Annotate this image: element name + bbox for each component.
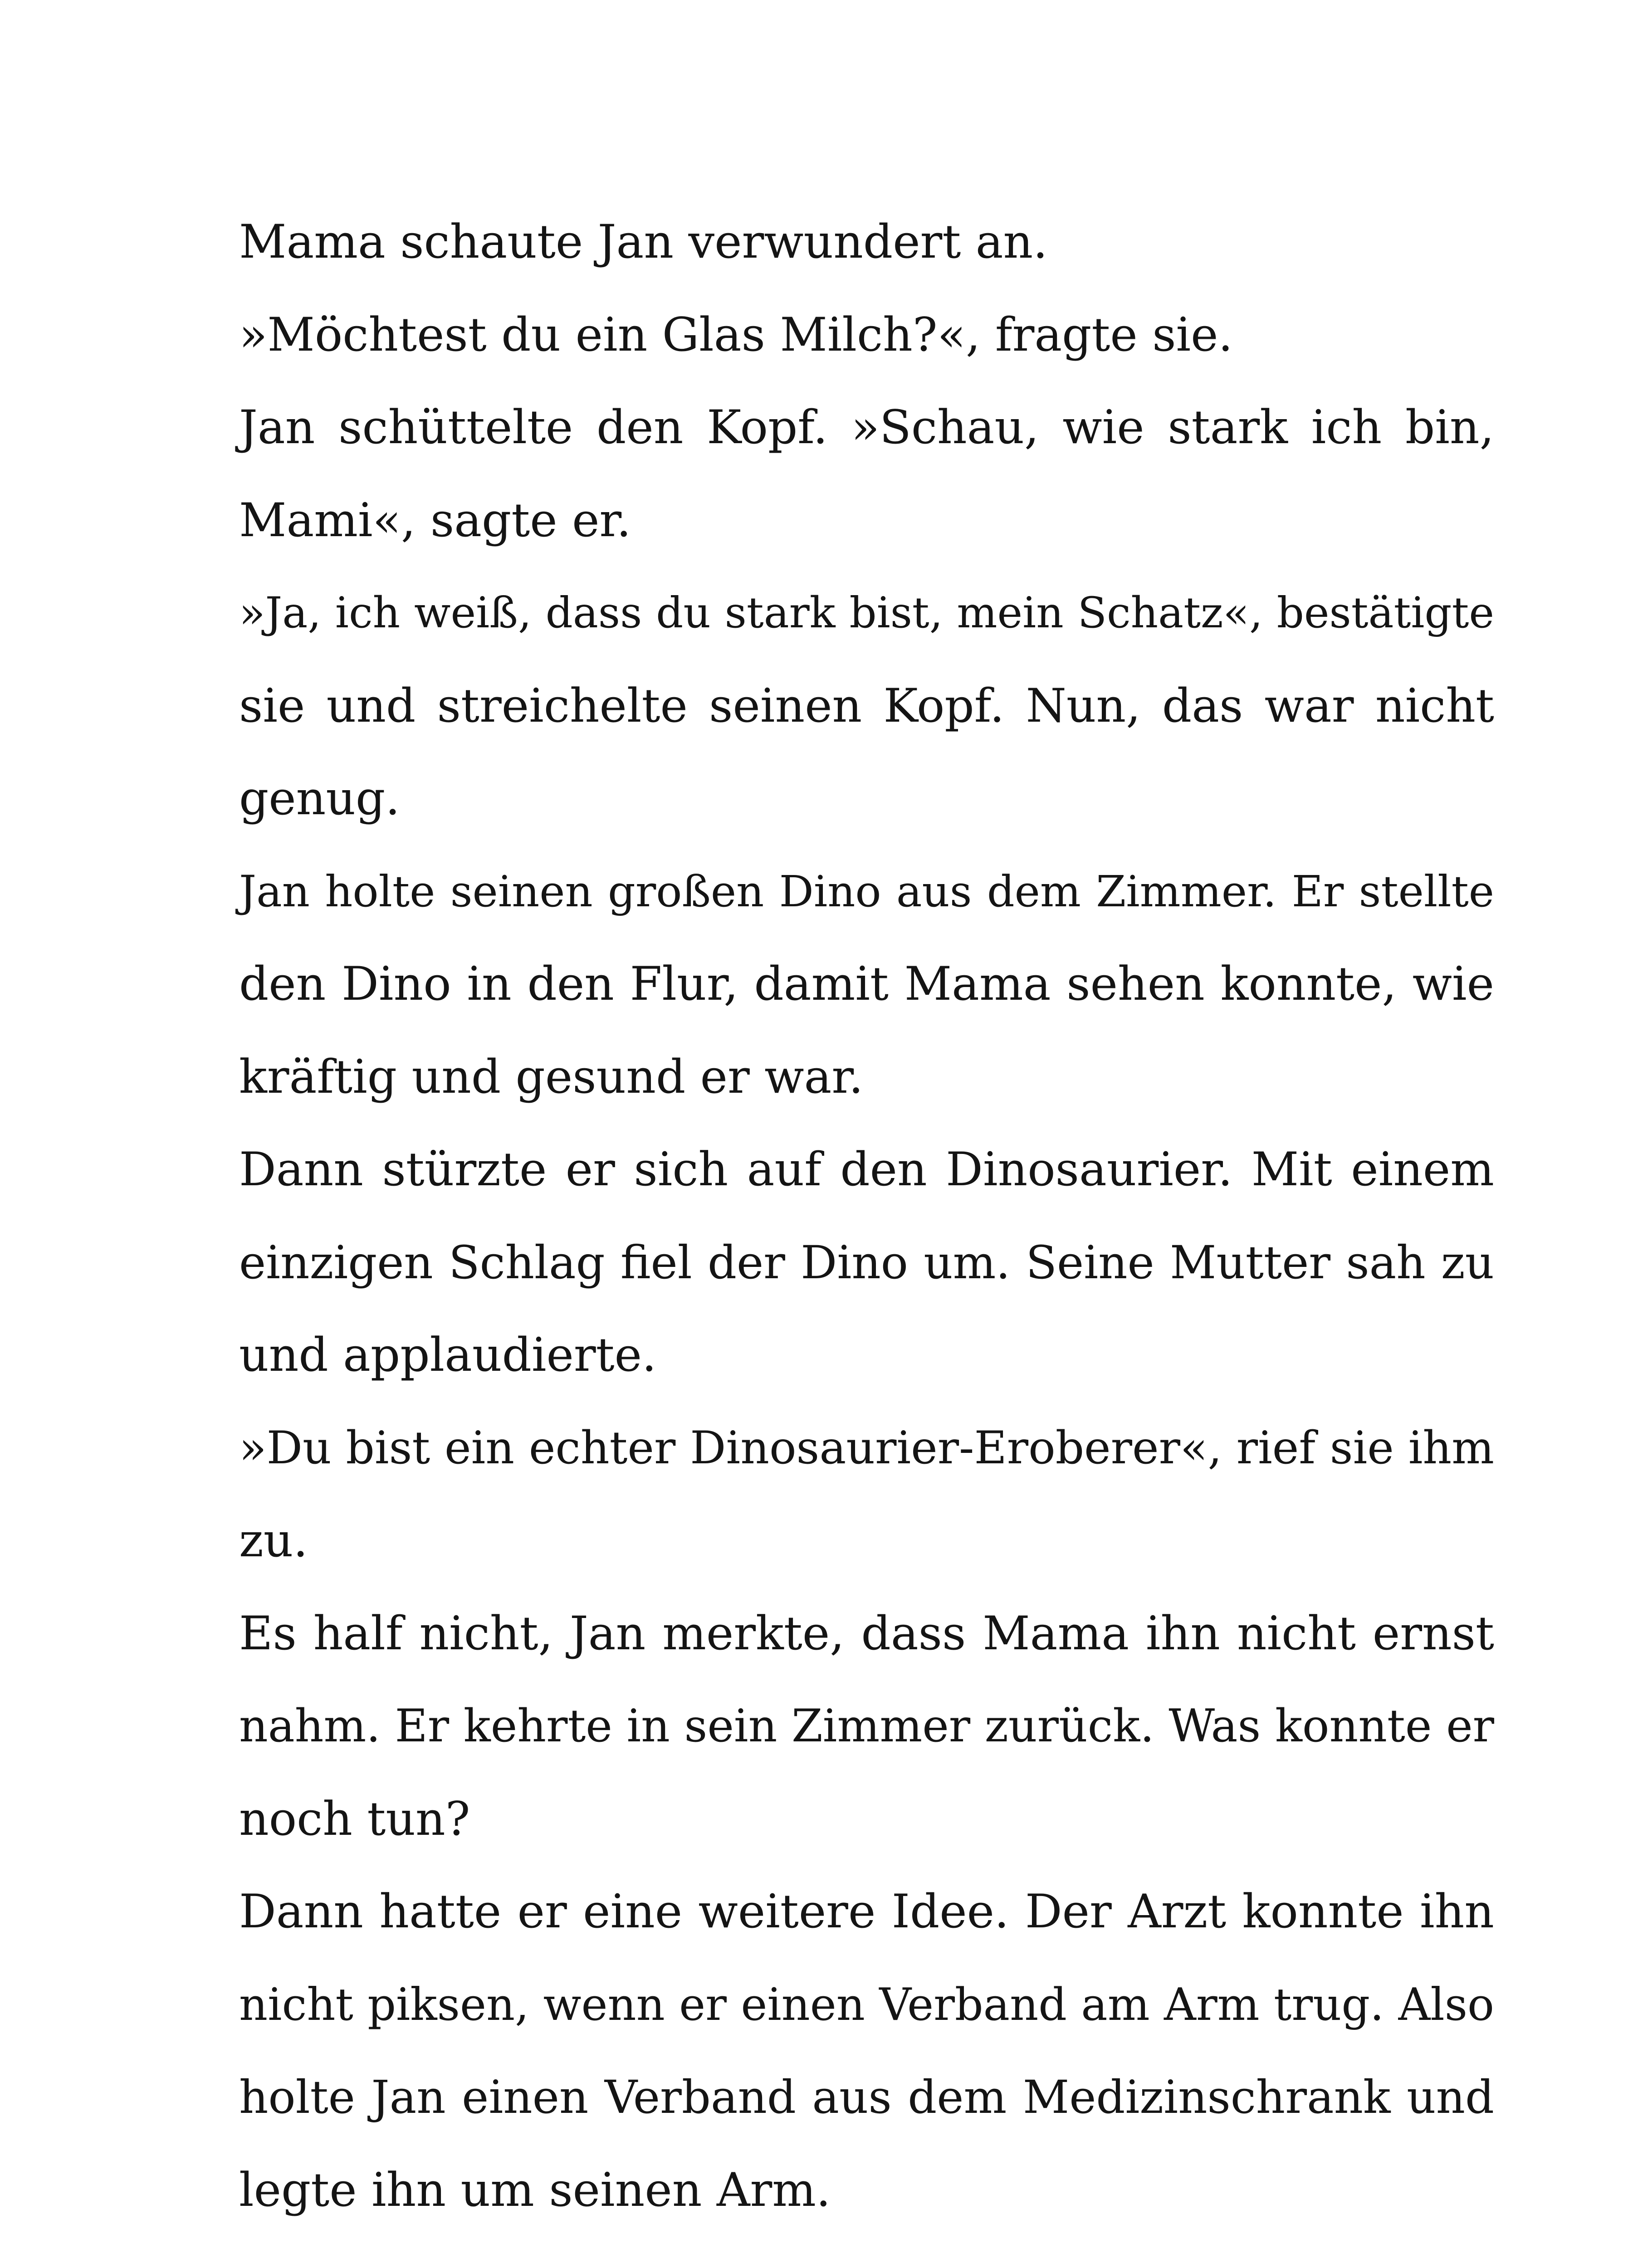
text-line: nahm. Er kehrte in sein Zimmer zurück. Was konnte er xyxy=(239,1700,1494,1752)
story-text xyxy=(239,196,1494,2237)
text-line: sie und streichelte seinen Kopf. Nun, das war nicht xyxy=(239,679,1494,733)
text-line: »Ja, ich weiß, dass du stark bist, mein Schatz«, bestätigte xyxy=(239,588,1494,638)
text-line: zu. xyxy=(239,1514,308,1568)
text-line: »Möchtest du ein Glas Milch?«, fragte sie. xyxy=(239,308,1233,362)
text-line: »Du bist ein echter Dinosaurier-Eroberer«, rief sie ihm xyxy=(239,1422,1494,1474)
text-line: Jan holte seinen großen Dino aus dem Zimmer. Er stellte xyxy=(239,866,1494,917)
text-line: noch tun? xyxy=(239,1792,470,1846)
text-line: holte Jan einen Verband aus dem Medizinschrank und xyxy=(239,2071,1494,2124)
text-line: Dann hatte er eine weitere Idee. Der Arzt konnte ihn xyxy=(239,1885,1494,1939)
text-line: Mami«, sagte er. xyxy=(239,493,631,547)
page-number xyxy=(0,2266,1633,2268)
text-line: einzigen Schlag fiel der Dino um. Seine Mutter sah zu xyxy=(239,1236,1494,1289)
text-line: nicht piksen, wenn er einen Verband am Arm trug. Also xyxy=(239,1979,1494,2031)
text-line: und applaudierte. xyxy=(239,1328,657,1382)
text-line: Mama schaute Jan verwundert an. xyxy=(239,215,1048,269)
text-line: genug. xyxy=(239,772,400,826)
text-line: legte ihn um seinen Arm. xyxy=(239,2163,831,2217)
text-line: kräftig und gesund er war. xyxy=(239,1050,864,1104)
text-line: den Dino in den Flur, damit Mama sehen konnte, wie xyxy=(239,957,1494,1011)
text-line: Dann stürzte er sich auf den Dinosaurier. Mit einem xyxy=(239,1143,1494,1197)
text-line: Jan schüttelte den Kopf. »Schau, wie stark ich bin, xyxy=(239,401,1494,455)
text-line: Es half nicht, Jan merkte, dass Mama ihn nicht ernst xyxy=(239,1606,1494,1661)
